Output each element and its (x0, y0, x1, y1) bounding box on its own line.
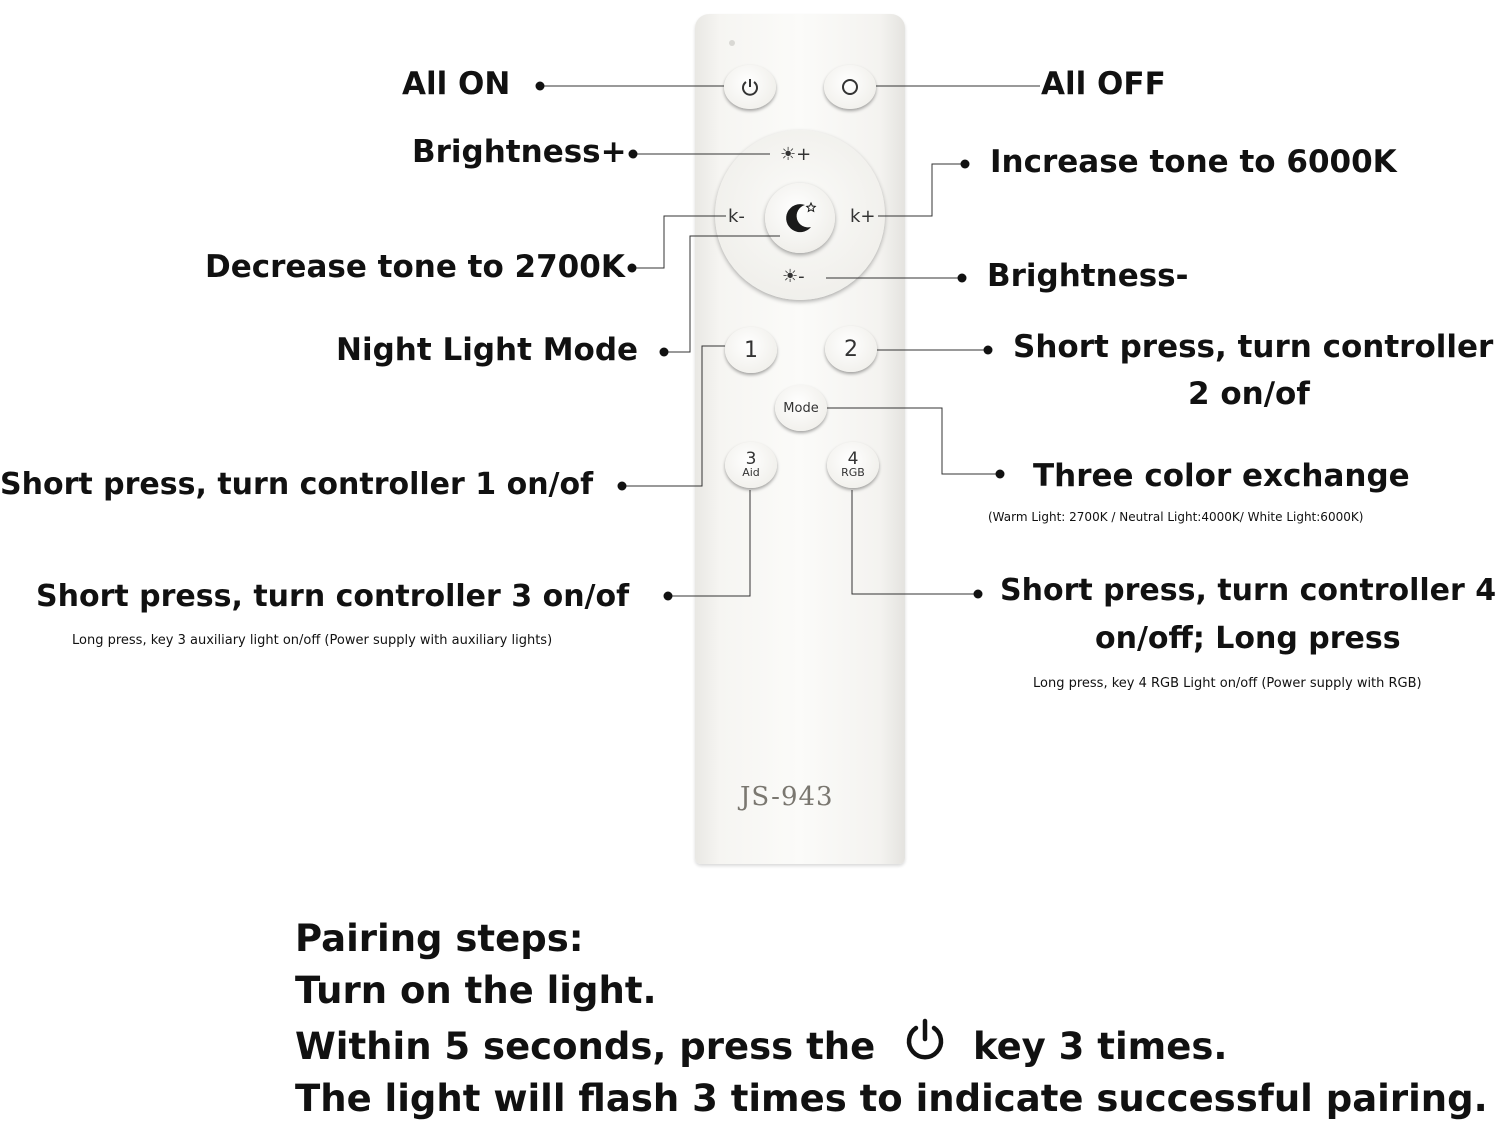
note-controller-3: Long press, key 3 auxiliary light on/off (Power supply with auxiliary lights) (72, 633, 553, 648)
dot-brightness-minus (958, 274, 967, 283)
label-controller-4-line-2: on/off; Long press (1095, 621, 1401, 656)
label-controller-2-line-2: 2 on/of (1188, 376, 1310, 412)
brightness-down-key[interactable]: ☀- (782, 266, 805, 287)
key-4-rgb-button[interactable]: 4 RGB (827, 442, 879, 488)
pairing-heading: Pairing steps: (295, 917, 584, 960)
key-1-button[interactable]: 1 (725, 327, 777, 373)
leader-increase-tone (878, 164, 965, 216)
dot-decrease-tone (628, 264, 637, 273)
key-2-button[interactable]: 2 (825, 326, 877, 372)
dot-key-3 (664, 592, 673, 601)
label-brightness-plus: Brightness+ (412, 134, 627, 170)
label-controller-3: Short press, turn controller 3 on/of (36, 579, 630, 614)
tone-up-key[interactable]: k+ (850, 206, 876, 227)
tone-down-key[interactable]: k- (728, 206, 745, 227)
dot-key-4 (974, 590, 983, 599)
dot-night-light (660, 348, 669, 357)
leader-mode (827, 408, 1000, 474)
brightness-up-key[interactable]: ☀+ (780, 144, 812, 165)
dot-mode (996, 470, 1005, 479)
model-number: JS-943 (740, 782, 834, 812)
pairing-steps (295, 913, 1488, 1125)
pairing-step-3: The light will flash 3 times to indicate successful pairing. (295, 1077, 1488, 1120)
leader-night-light (664, 236, 780, 352)
label-controller-2-line-1: Short press, turn controller (1013, 329, 1494, 365)
pairing-step-2: Within 5 seconds, press the key 3 times. (295, 1017, 1488, 1073)
label-all-on: All ON (402, 66, 511, 102)
dot-key-1 (618, 482, 627, 491)
key-3-aid-button[interactable]: 3 Aid (725, 442, 777, 488)
label-night-light: Night Light Mode (336, 332, 639, 368)
label-controller-4-line-1: Short press, turn controller 4 (1000, 573, 1497, 608)
note-three-color: (Warm Light: 2700K / Neutral Light:4000K/ White Light:6000K) (988, 510, 1364, 524)
note-controller-4: Long press, key 4 RGB Light on/off (Power supply with RGB) (1033, 676, 1422, 691)
label-increase-tone: Increase tone to 6000K (990, 144, 1397, 180)
label-all-off: All OFF (1041, 66, 1166, 102)
dot-key-2 (984, 346, 993, 355)
leader-decrease-tone (632, 216, 726, 268)
label-three-color: Three color exchange (1033, 458, 1410, 494)
mode-button[interactable]: Mode (775, 385, 827, 431)
dot-increase-tone (961, 160, 970, 169)
label-controller-1: Short press, turn controller 1 on/of (0, 467, 594, 502)
pairing-step-1: Turn on the light. (295, 969, 657, 1012)
leader-key-3 (668, 490, 750, 596)
dot-all-on (536, 82, 545, 91)
power-icon (902, 1017, 948, 1063)
dot-brightness-plus (629, 150, 638, 159)
label-decrease-tone: Decrease tone to 2700K (205, 249, 625, 285)
label-brightness-minus: Brightness- (987, 258, 1189, 294)
leader-key-4 (852, 490, 978, 594)
